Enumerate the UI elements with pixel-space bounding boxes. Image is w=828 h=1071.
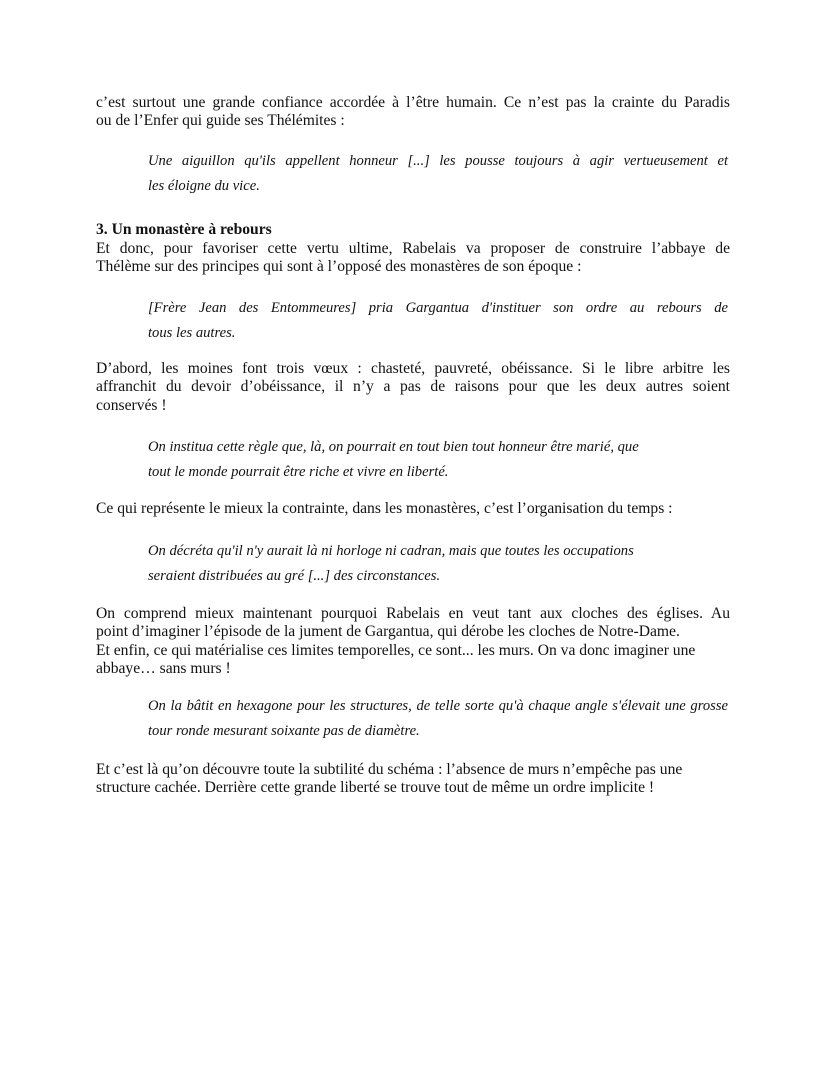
text-line: structure cachée. Derrière cette grande liberté se trouve tout de même un ordre implicite ! <box>96 779 655 797</box>
text-line: affranchit du devoir d’obéissance, il n’y a pas de raisons pour que les deux autres soient <box>96 378 730 396</box>
quote-line: [Frère Jean des Entommeures] pria Gargantua d'instituer son ordre au rebours de <box>148 300 728 316</box>
paragraph-confiance <box>96 94 730 131</box>
quote-line: On institua cette règle que, là, on pourrait en tout bien tout honneur être marié, que <box>148 439 639 455</box>
quote-horloge <box>148 539 728 589</box>
text-line: c’est surtout une grande confiance accordée à l’être humain. Ce n’est pas la crainte du Paradis <box>96 94 730 111</box>
text-line: Ce qui représente le mieux la contrainte, dans les monastères, c’est l’organisation du temps : <box>96 500 673 517</box>
quote-line: seraient distribuées au gré [...] des circonstances. <box>148 568 441 584</box>
text-line: D’abord, les moines font trois vœux : chasteté, pauvreté, obéissance. Si le libre arbitre les <box>96 360 730 377</box>
quote-line: tous les autres. <box>148 325 236 341</box>
text-line: ou de l’Enfer qui guide ses Thélémites : <box>96 112 345 130</box>
quote-line: Une aiguillon qu'ils appellent honneur [...] les pousse toujours à agir vertueusement et <box>148 153 728 169</box>
text-line: conservés ! <box>96 396 167 414</box>
quote-line: tour ronde mesurant soixante pas de diamètre. <box>148 723 420 739</box>
quote-line: les éloigne du vice. <box>148 178 260 194</box>
text-line: Et donc, pour favoriser cette vertu ultime, Rabelais va proposer de construire l’abbaye de <box>96 240 730 257</box>
quote-line: On décréta qu'il n'y aurait là ni horloge ni cadran, mais que toutes les occupations <box>148 543 634 559</box>
quote-line: On la bâtit en hexagone pour les structures, de telle sorte qu'à chaque angle s'élevait une grosse <box>148 698 728 714</box>
text-line: Et enfin, ce qui matérialise ces limites temporelles, ce sont... les murs. On va donc imaginer une <box>96 641 696 659</box>
paragraph-vertu <box>96 240 730 277</box>
text-line: point d’imaginer l’épisode de la jument de Gargantua, qui dérobe les cloches de Notre-Dame. <box>96 623 680 641</box>
text-line: On comprend mieux maintenant pourquoi Rabelais en veut tant aux cloches des églises. Au <box>96 605 730 622</box>
quote-hexagone <box>148 694 728 744</box>
text-line: Et c’est là qu’on découvre toute la subtilité du schéma : l’absence de murs n’empêche pas une <box>96 761 683 778</box>
quote-line: tout le monde pourrait être riche et vivre en liberté. <box>148 464 449 480</box>
quote-regle <box>148 435 728 485</box>
paragraph-cloches <box>96 605 730 679</box>
paragraph-schema <box>96 761 730 798</box>
text-line: abbaye… sans murs ! <box>96 660 231 678</box>
paragraph-voeux <box>96 360 730 415</box>
text-line: Thélème sur des principes qui sont à l’opposé des monastères de son époque : <box>96 258 582 276</box>
paragraph-temps <box>96 500 730 518</box>
section-heading: 3. Un monastère à rebours <box>96 221 272 238</box>
quote-honneur <box>148 149 728 199</box>
quote-rebours <box>148 296 728 346</box>
